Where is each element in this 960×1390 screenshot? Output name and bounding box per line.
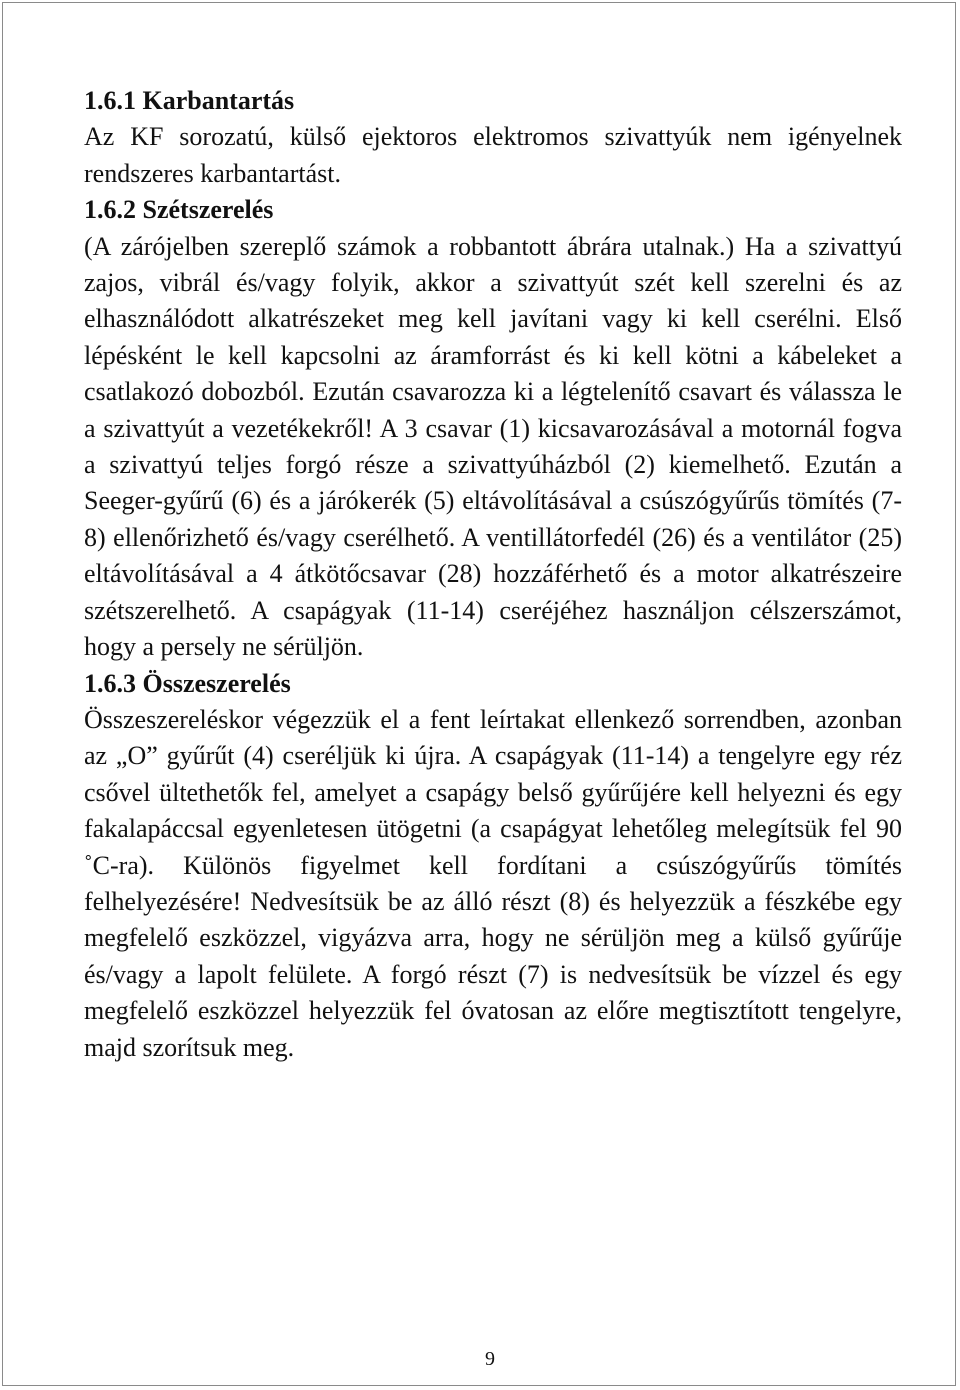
page-number: 9 <box>485 1348 495 1370</box>
section-body-assembly: Összeszereléskor végezzük el a fent leírtakat ellenkező sorrendben, azonban az „O” gyűrűt (4) cseréljük ki újra. A csapágyak (11-14) a tengelyre egy réz csővel ültethetők fel, amelyet a csapágy belső gyűrűjére kell helyezni és egy fakalapáccsal egyenletesen ütögetni (a csapágyat lehetőleg melegítsük fel 90 ˚C-ra). Különös figyelmet kell fordítani a csúszógyűrűs tömítés felhelyezésére! Nedvesítsük be az álló részt (8) és helyezzük a fészkébe egy megfelelő eszközzel, vigyázva arra, hogy ne sérüljön meg a külső gyűrűje és/vagy a lapolt felülete. A forgó részt (7) is nedvesítsük be vízzel és egy megfelelő eszközzel helyezzük fel óvatosan az előre megtisztított tengelyre, majd szorítsuk meg. <box>84 704 902 1062</box>
section-heading-assembly: 1.6.3 Összeszerelés <box>84 668 291 698</box>
section-body-maintenance: Az KF sorozatú, külső ejektoros elektromos szivattyúk nem igényelnek rendszeres karbantartást. <box>84 122 902 188</box>
section-heading-disassembly: 1.6.2 Szétszerelés <box>84 195 274 225</box>
section-heading-maintenance: 1.6.1 Karbantartás <box>84 86 295 115</box>
document-body <box>84 83 902 1066</box>
section-body-disassembly: (A zárójelben szereplő számok a robbantott ábrára utalnak.) Ha a szivattyú zajos, vibrál és/vagy folyik, akkor a szivattyút szét kell szerelni és az elhasználódott alkatrészeket meg kell javítani vagy ki kell cserélni. Első lépésként le kell kapcsolni az áramforrást és ki kell kötni a kábeleket a csatlakozó dobozból. Ezután csavarozza ki a légtelenítő csavart és válassza le a szivattyút a vezetékekről! A 3 csavar (1) kicsavarozásával a motornál fogva a szivattyú teljes forgó része a szivattyúházból (2) kiemelhető. Ezután a Seeger-gyűrű (6) és a járókerék (5) eltávolításával a csúszógyűrűs tömítés (7-8) ellenőrizhető és/vagy cserélhető. A ventillátorfedél (26) és a ventilátor (25) eltávolításával a 4 átkötőcsavar (28) hozzáférhető és a motor alkatrészeire szétszerelhető. A csapágyak (11-14) cseréjéhez használjon célszerszámot, hogy a persely ne sérüljön. <box>84 231 902 662</box>
